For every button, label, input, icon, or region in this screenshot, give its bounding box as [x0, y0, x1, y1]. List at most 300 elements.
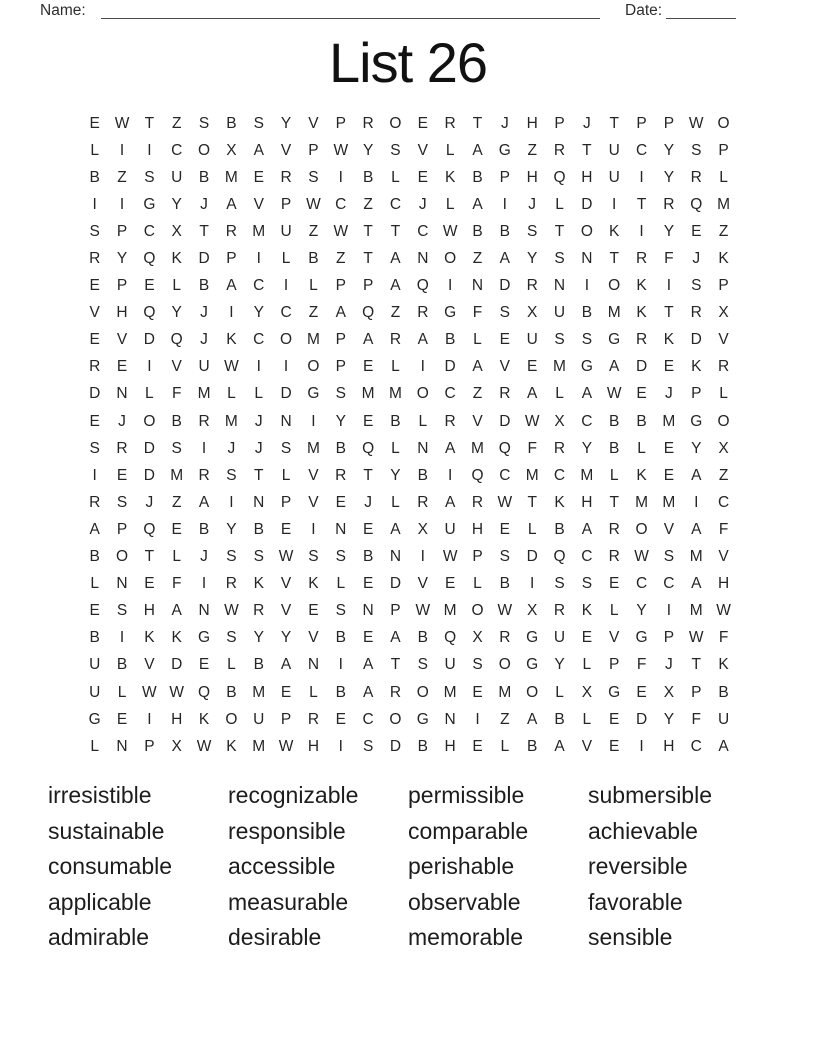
grid-cell: R [526, 277, 538, 295]
grid-cell: W [224, 358, 239, 376]
grid-cell: P [116, 277, 128, 295]
grid-cell: P [554, 114, 565, 132]
grid-cell: E [609, 737, 620, 755]
grid-cell: P [691, 683, 702, 701]
grid-cell: G [444, 304, 457, 322]
grid-cell: M [553, 358, 566, 376]
grid-cell: E [144, 277, 155, 295]
grid-cell: I [338, 168, 343, 186]
grid-cell: T [664, 304, 674, 322]
grid-cell: E [663, 439, 675, 457]
grid-cell: V [144, 656, 155, 674]
grid-cell: V [308, 629, 319, 647]
grid-cell: I [147, 358, 152, 376]
grid-cell: A [472, 195, 483, 213]
grid-cell: Q [444, 629, 457, 647]
grid-cell: M [443, 602, 457, 620]
grid-cell: I [229, 493, 234, 511]
grid-cell: X [581, 683, 593, 701]
grid-cell: P [116, 520, 128, 538]
grid-cell: I [311, 520, 316, 538]
grid-cell: E [144, 575, 155, 593]
grid-cell: O [717, 412, 730, 430]
grid-cell: T [254, 466, 264, 484]
grid-cell: L [90, 575, 99, 593]
grid-cell: B [417, 737, 428, 755]
grid-cell: C [581, 412, 593, 430]
grid-cell: R [225, 575, 237, 593]
grid-cell: L [172, 277, 182, 295]
grid-cell: J [665, 385, 673, 403]
grid-cell: S [527, 222, 538, 240]
grid-cell: S [198, 114, 210, 132]
grid-cell: J [254, 412, 263, 430]
grid-cell: B [554, 520, 565, 538]
grid-cell: C [362, 710, 374, 728]
grid-cell: Q [416, 277, 429, 295]
grid-cell: H [444, 737, 456, 755]
grid-cell: C [499, 466, 511, 484]
grid-cell: K [226, 737, 237, 755]
grid-cell: A [581, 520, 593, 538]
grid-cell: N [417, 250, 429, 268]
grid-cell: D [171, 656, 183, 674]
grid-cell: Q [198, 683, 211, 701]
grid-cell: E [444, 575, 456, 593]
grid-cell: T [691, 656, 701, 674]
grid-cell: F [472, 304, 483, 322]
grid-cell: S [308, 548, 319, 566]
grid-cell: A [691, 466, 702, 484]
grid-cell: U [280, 222, 292, 240]
grid-cell: Q [498, 439, 511, 457]
grid-cell: Y [691, 439, 702, 457]
word-list-column [588, 778, 768, 956]
grid-cell: V [280, 602, 292, 620]
grid-cell: R [717, 358, 730, 376]
grid-cell: W [278, 737, 294, 755]
grid-cell: T [527, 493, 537, 511]
grid-cell: V [308, 493, 319, 511]
grid-cell: A [390, 520, 401, 538]
grid-cell: N [335, 520, 347, 538]
grid-cell: L [391, 493, 400, 511]
word-item: measurable [228, 888, 349, 915]
grid-cell: D [143, 331, 155, 349]
grid-cell: L [719, 385, 728, 403]
grid-cell: T [144, 548, 155, 566]
grid-cell: V [417, 575, 428, 593]
grid-cell: B [198, 168, 210, 186]
grid-cell: U [171, 168, 183, 186]
grid-cell: A [362, 331, 374, 349]
grid-cell: L [281, 250, 291, 268]
grid-cell: L [555, 385, 564, 403]
grid-cell: E [691, 222, 702, 240]
grid-cell: K [144, 629, 155, 647]
grid-cell: D [635, 358, 648, 376]
grid-cell: Y [116, 250, 128, 268]
grid-cell: J [418, 195, 427, 213]
grid-cell: F [718, 520, 729, 538]
grid-cell: E [527, 358, 538, 376]
grid-cell: E [89, 277, 100, 295]
grid-cell: N [581, 250, 593, 268]
grid-cell: Y [663, 141, 675, 159]
grid-cell: H [116, 304, 128, 322]
grid-cell: A [718, 737, 729, 755]
grid-cell: S [390, 141, 401, 159]
grid-cell: W [196, 737, 212, 755]
grid-cell: J [500, 114, 509, 132]
grid-cell: Z [472, 250, 483, 268]
grid-cell: G [198, 629, 211, 647]
grid-cell: D [198, 250, 210, 268]
grid-cell: C [143, 222, 155, 240]
grid-cell: I [639, 222, 644, 240]
word-item: submersible [588, 782, 712, 808]
word-item: achievable [588, 817, 698, 844]
grid-cell: E [362, 412, 374, 430]
grid-cell: B [472, 168, 483, 186]
grid-cell: L [227, 385, 236, 403]
grid-cell: E [609, 710, 620, 728]
grid-cell: L [309, 277, 318, 295]
grid-cell: T [582, 141, 592, 159]
grid-cell: G [526, 656, 539, 674]
grid-cell: V [116, 331, 128, 349]
grid-cell: E [472, 683, 483, 701]
grid-cell: N [417, 439, 429, 457]
grid-cell: B [226, 683, 237, 701]
grid-cell: A [335, 304, 346, 322]
grid-cell: E [308, 602, 319, 620]
grid-cell: V [89, 304, 100, 322]
grid-cell: W [716, 602, 731, 620]
grid-cell: T [199, 222, 209, 240]
grid-cell: S [581, 575, 593, 593]
grid-cell: S [226, 629, 237, 647]
grid-cell: N [444, 710, 456, 728]
grid-cell: L [445, 141, 455, 159]
grid-cell: R [417, 493, 429, 511]
grid-cell: K [198, 710, 210, 728]
grid-cell: O [635, 520, 648, 538]
grid-cell: C [389, 195, 402, 213]
grid-cell: Q [553, 168, 566, 186]
grid-cell: C [663, 575, 675, 593]
grid-cell: G [88, 710, 101, 728]
grid-cell: X [472, 629, 483, 647]
grid-cell: E [362, 358, 374, 376]
grid-cell: K [636, 277, 647, 295]
grid-cell: I [584, 277, 590, 295]
grid-cell: F [171, 575, 182, 593]
grid-cell: Z [527, 141, 537, 159]
grid-cell: E [89, 331, 100, 349]
grid-cell: V [308, 466, 319, 484]
grid-cell: E [499, 520, 510, 538]
grid-cell: L [336, 575, 346, 593]
grid-cell: G [307, 385, 320, 403]
grid-cell: Y [663, 222, 675, 240]
grid-cell: T [472, 114, 483, 132]
grid-cell: V [171, 358, 182, 376]
grid-cell: S [499, 548, 510, 566]
grid-cell: S [226, 548, 237, 566]
word-item: perishable [408, 853, 515, 880]
grid-cell: O [225, 710, 238, 728]
grid-cell: Z [171, 114, 182, 132]
grid-cell: A [444, 439, 456, 457]
grid-cell: L [391, 358, 400, 376]
grid-cell: O [416, 385, 429, 403]
grid-cell: R [89, 358, 101, 376]
grid-cell: A [390, 277, 401, 295]
grid-cell: R [444, 412, 456, 430]
grid-cell: Q [471, 466, 484, 484]
grid-cell: P [718, 141, 729, 159]
grid-cell: E [116, 710, 128, 728]
grid-cell: S [144, 168, 155, 186]
grid-cell: B [335, 683, 346, 701]
grid-cell: U [608, 168, 620, 186]
grid-cell: Q [362, 439, 375, 457]
grid-cell: R [608, 520, 620, 538]
grid-cell: O [444, 250, 457, 268]
grid-cell: L [391, 439, 400, 457]
grid-cell: B [198, 520, 210, 538]
grid-cell: V [718, 548, 729, 566]
grid-cell: W [606, 385, 622, 403]
grid-cell: B [362, 548, 374, 566]
grid-cell: Y [335, 412, 346, 430]
grid-cell: S [691, 277, 702, 295]
grid-cell: B [335, 629, 346, 647]
grid-cell: R [116, 439, 128, 457]
grid-cell: U [717, 710, 730, 728]
grid-cell: Y [554, 656, 565, 674]
grid-cell: Y [280, 629, 292, 647]
grid-cell: Q [143, 304, 156, 322]
grid-cell: M [717, 195, 731, 213]
word-item: observable [408, 888, 521, 915]
grid-cell: O [115, 548, 129, 566]
grid-cell: I [147, 141, 152, 159]
word-item: consumable [48, 853, 173, 880]
grid-cell: H [581, 493, 593, 511]
grid-cell: E [335, 710, 346, 728]
grid-cell: V [280, 575, 292, 593]
grid-cell: R [635, 331, 648, 349]
grid-cell: M [662, 412, 676, 430]
grid-cell: R [89, 250, 101, 268]
grid-cell: O [307, 358, 320, 376]
word-item: permissible [408, 782, 525, 808]
grid-cell: W [688, 114, 704, 132]
grid-cell: S [171, 439, 182, 457]
grid-cell: E [280, 683, 292, 701]
grid-cell: S [554, 575, 565, 593]
grid-cell: S [116, 602, 128, 620]
grid-cell: M [224, 412, 238, 430]
grid-cell: Y [171, 304, 182, 322]
grid-cell: C [253, 277, 265, 295]
grid-cell: D [690, 331, 702, 349]
grid-cell: L [582, 656, 592, 674]
grid-cell: M [252, 222, 266, 240]
grid-cell: L [418, 412, 428, 430]
grid-cell: O [280, 331, 293, 349]
grid-cell: L [473, 331, 482, 349]
grid-cell: S [308, 168, 319, 186]
grid-cell: B [499, 575, 510, 593]
name-label: Name: [40, 2, 86, 19]
grid-cell: Z [171, 493, 182, 511]
grid-cell: B [499, 222, 510, 240]
grid-cell: J [254, 439, 263, 457]
grid-cell: Z [500, 710, 510, 728]
grid-cell: K [171, 629, 182, 647]
grid-cell: B [554, 710, 565, 728]
grid-cell: J [692, 250, 701, 268]
grid-cell: A [417, 331, 428, 349]
grid-cell: W [114, 114, 130, 132]
grid-cell: V [417, 141, 428, 159]
grid-cell: L [555, 683, 564, 701]
grid-cell: H [143, 602, 155, 620]
grid-cell: B [390, 412, 401, 430]
grid-cell: E [472, 737, 483, 755]
grid-cell: Y [253, 304, 264, 322]
grid-cell: R [499, 385, 511, 403]
grid-cell: S [335, 385, 346, 403]
grid-cell: F [171, 385, 182, 403]
grid-cell: W [278, 548, 294, 566]
grid-cell: K [691, 358, 702, 376]
grid-cell: W [634, 548, 649, 566]
grid-cell: L [281, 466, 291, 484]
grid-cell: A [362, 683, 374, 701]
grid-cell: R [225, 222, 237, 240]
grid-cell: C [280, 304, 292, 322]
grid-cell: I [639, 168, 644, 186]
grid-cell: R [499, 629, 511, 647]
grid-cell: S [554, 250, 565, 268]
grid-cell: G [608, 683, 621, 701]
grid-cell: I [338, 656, 343, 674]
grid-cell: B [417, 629, 428, 647]
grid-cell: Z [363, 195, 373, 213]
grid-cell: C [335, 195, 347, 213]
grid-cell: S [280, 439, 292, 457]
grid-cell: I [530, 575, 535, 593]
grid-cell: R [280, 168, 292, 186]
grid-cell: U [608, 141, 620, 159]
grid-cell: C [635, 141, 648, 159]
grid-cell: Y [226, 520, 237, 538]
grid-cell: S [335, 548, 346, 566]
grid-cell: I [147, 710, 152, 728]
grid-cell: I [92, 466, 97, 484]
grid-cell: A [444, 493, 456, 511]
grid-cell: O [143, 412, 156, 430]
grid-cell: B [527, 737, 538, 755]
grid-cell: M [224, 168, 238, 186]
grid-cell: J [665, 656, 673, 674]
grid-cell: P [335, 358, 346, 376]
grid-cell: X [663, 683, 675, 701]
grid-cell: V [609, 629, 620, 647]
word-item: recognizable [228, 782, 359, 808]
grid-cell: F [636, 656, 647, 674]
grid-cell: H [526, 114, 538, 132]
grid-cell: I [447, 466, 453, 484]
grid-cell: V [499, 358, 510, 376]
grid-cell: L [719, 168, 728, 186]
grid-cell: R [635, 250, 648, 268]
grid-cell: K [718, 656, 729, 674]
grid-cell: E [89, 114, 100, 132]
grid-cell: R [253, 602, 265, 620]
grid-cell: R [307, 710, 320, 728]
grid-cell: S [581, 331, 593, 349]
grid-cell: V [472, 412, 483, 430]
name-blank-line [101, 0, 600, 19]
grid-cell: Y [171, 195, 182, 213]
grid-cell: L [227, 656, 236, 674]
grid-cell: M [580, 466, 594, 484]
grid-cell: X [527, 304, 538, 322]
grid-cell: I [639, 737, 644, 755]
grid-cell: G [498, 141, 511, 159]
grid-cell: R [471, 493, 484, 511]
grid-cell: A [226, 195, 237, 213]
grid-cell: B [226, 114, 237, 132]
grid-cell: O [498, 656, 511, 674]
grid-cell: P [362, 277, 374, 295]
grid-cell: P [308, 141, 319, 159]
word-list-column [48, 778, 228, 956]
grid-cell: I [201, 439, 207, 457]
grid-cell: J [200, 195, 208, 213]
grid-cell: F [691, 710, 701, 728]
grid-cell: E [499, 331, 510, 349]
grid-cell: I [256, 250, 261, 268]
grid-cell: C [581, 548, 593, 566]
page-title: List 26 [329, 31, 487, 94]
grid-cell: D [389, 575, 402, 593]
grid-cell: O [416, 683, 429, 701]
grid-cell: P [280, 710, 292, 728]
grid-cell: L [90, 141, 99, 159]
word-search-grid [81, 110, 737, 760]
grid-cell: Z [718, 466, 729, 484]
grid-cell: B [116, 656, 128, 674]
grid-cell: H [663, 737, 675, 755]
grid-cell: D [444, 358, 456, 376]
grid-cell: X [171, 737, 182, 755]
grid-cell: M [306, 439, 320, 457]
grid-cell: I [119, 629, 125, 647]
grid-cell: K [226, 331, 237, 349]
grid-cell: B [417, 466, 428, 484]
grid-cell: S [335, 602, 346, 620]
date-blank-line [666, 0, 736, 19]
grid-cell: I [502, 195, 507, 213]
grid-cell: A [280, 656, 292, 674]
grid-cell: Q [170, 331, 183, 349]
